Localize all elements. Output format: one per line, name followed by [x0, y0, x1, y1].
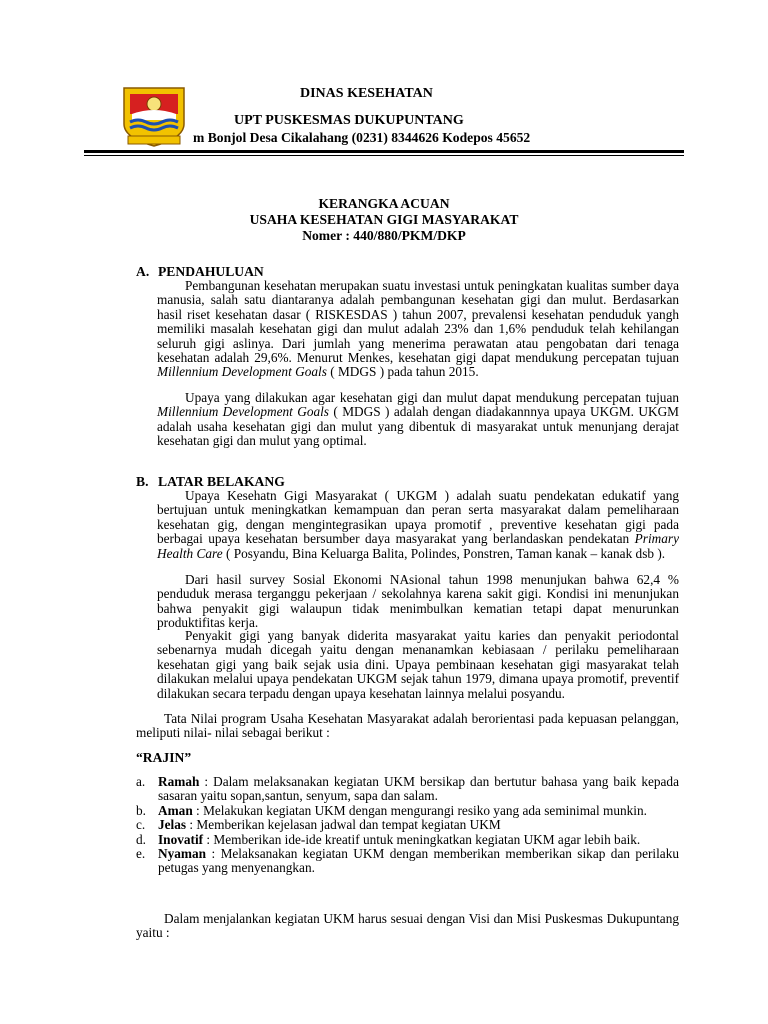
section-b-paragraph-1: Upaya Kesehatn Gigi Masyarakat ( UKGM ) adalah suatu pendekatan edukatif yang bertujuan untuk meningkatkan kemampuan dan peran serta masyarakat dalam pemeliharaan kesehatan gig, dengan mengintegrasikan upaya promotif , preventive kesehatan gigi pada berbagai upaya kesehatan bersumber daya masyarakat yang berlandaskan pendekatan Primary Health Care ( Posyandu, Bina Keluarga Balita, Polindes, Ponstren, Taman kanak – kanak dsb ).: [157, 488, 679, 561]
header-rule-thick: [84, 150, 684, 153]
section-a-title: PENDAHULUAN: [158, 264, 264, 279]
list-item: d. Inovatif : Memberikan ide-ide kreatif untuk meningkatkan kegiatan UKM agar lebih baik.: [136, 831, 641, 847]
doc-title-line2: USAHA KESEHATAN GIGI MASYARAKAT: [249, 212, 519, 227]
unit-name: UPT PUSKESMAS DUKUPUNTANG: [234, 113, 464, 128]
section-b-paragraph-4: Tata Nilai program Usaha Kesehatan Masyarakat adalah berorientasi pada kepuasan pelanggan, meliputi nilai- nilai sebagai berikut :: [136, 711, 679, 741]
values-list: [136, 775, 679, 876]
header-rule-thin: [84, 155, 684, 156]
address-line: m Bonjol Desa Cikalahang (0231) 8344626 Kodepos 45652: [193, 130, 531, 145]
list-item: c. Jelas : Memberikan kejelasan jadwal dan tempat kegiatan UKM: [136, 817, 501, 833]
list-item: b. Aman : Melakukan kegiatan UKM dengan mengurangi resiko yang ada seminimal munkin.: [136, 802, 647, 818]
section-a-paragraph-2: Upaya yang dilakukan agar kesehatan gigi dan mulut dapat mendukung percepatan tujuan Millennium Development Goals ( MDGS ) adalah dengan diadakannnya upaya UKGM. UKGM adalah usaha kesehatan gigi dan mulut yang dibentuk di masyarakat untuk menunjang derajat kesehatan gigi dan mulut yang optimal.: [157, 390, 680, 449]
section-b-title: LATAR BELAKANG: [158, 474, 285, 489]
closing-paragraph: Dalam menjalankan kegiatan UKM harus sesuai dengan Visi dan Misi Puskesmas Dukupuntang yaitu :: [136, 911, 679, 941]
doc-title-line1: KERANGKA ACUAN: [318, 196, 450, 211]
section-b-paragraph-2: Dari hasil survey Sosial Ekonomi NAsional tahun 1998 menunjukan bahwa 62,4 % penduduk merasa terganggu pekerjaan / sekolahnya karena sakit gigi. Kondisi ini menunjukan bahwa penyakit gigi walaupun tidak menimbulkan kematian tetapi dapat menurunkan produktifitas kerja.: [157, 572, 679, 631]
agency-name: DINAS KESEHATAN: [300, 86, 433, 101]
list-item: e. Nyaman : Melaksanakan kegiatan UKM dengan memberikan memberikan sikap dan perilaku petugas yang menyenangkan.: [136, 846, 679, 876]
section-b-paragraph-3: Penyakit gigi yang banyak diderita masyarakat yaitu karies dan penyakit periodontal sebenarnya mudah dicegah yaitu dengan menanamkan kebiasaan / perilaku pemeliharaan kesehatan gigi yang baik sejak usia dini. Upaya pembinaan kesehatan gigi masyarakat telah dilakukan melalui upaya pendekatan UKGM sejak tahun 1979, dimana upaya promotif, preventif dilakukan secara terpadu dengan upaya kesehatan lainnya melalui posyandu.: [157, 628, 679, 701]
section-a-paragraph-1: Pembangunan kesehatan merupakan suatu investasi untuk peningkatan kualitas sumber daya manusia, salah satu diantaranya adalah pembangunan kesehatan gigi dan mulut. Berdasarkan hasil riset kesehatan dasar ( RISKESDAS ) tahun 2007, prevalensi kesehatan penduduk yangh memiliki masalah kesehatan gigi dan mulut adalah 23% dan 1,6% penduduk telah kehilangan seluruh gigi aslinya. Dari jumlah yang menerima perawatan atau pengobatan dari tenaga kesehatan adalah 29,6%. Menurut Menkes, kesehatan gigi dapat mendukung percepatan tujuan Millennium Development Goals ( MDGS ) pada tahun 2015.: [157, 278, 679, 380]
doc-number: Nomer : 440/880/PKM/DKP: [302, 228, 466, 243]
regency-emblem-logo: [118, 84, 190, 148]
section-b-letter: B.: [136, 474, 149, 489]
list-item: a. Ramah : Dalam melaksanakan kegiatan UKM bersikap dan bertutur bahasa yang baik kepada sasaran yaitu sopan,santun, senyum, sapa dan salam.: [136, 774, 679, 804]
values-heading: “RAJIN”: [136, 750, 192, 765]
section-a-letter: A.: [136, 264, 150, 279]
